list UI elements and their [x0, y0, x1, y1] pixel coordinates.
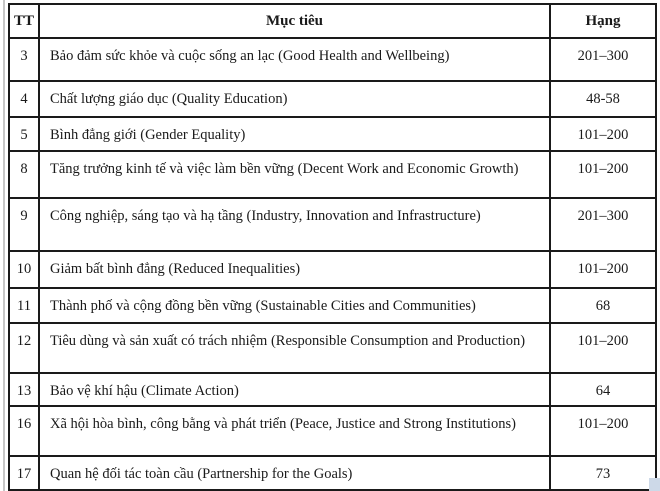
header-cell-muc-tieu: Mục tiêu [39, 4, 550, 38]
table-row [9, 198, 656, 251]
table-row [9, 456, 656, 490]
rank-cell: 101–200 [550, 117, 656, 151]
table-row [9, 81, 656, 117]
table-row [9, 373, 656, 406]
table-row [9, 251, 656, 288]
table-row [9, 38, 656, 81]
table-row [9, 117, 656, 151]
rank-cell: 73 [550, 456, 656, 490]
sdg-ranking-table [8, 3, 657, 491]
rank-cell: 101–200 [550, 323, 656, 373]
row-number-cell: 8 [9, 151, 39, 198]
objective-cell: Tăng trưởng kinh tế và việc làm bền vững (Decent Work and Economic Growth) [39, 151, 550, 198]
objective-cell: Quan hệ đối tác toàn cầu (Partnership for the Goals) [39, 456, 550, 490]
page-edge-scan-line [3, 0, 5, 491]
row-number-cell: 11 [9, 288, 39, 323]
row-number-cell: 10 [9, 251, 39, 288]
rank-cell: 101–200 [550, 406, 656, 456]
objective-cell: Thành phố và cộng đồng bền vững (Sustainable Cities and Communities) [39, 288, 550, 323]
rank-cell: 201–300 [550, 38, 656, 81]
objective-cell: Chất lượng giáo dục (Quality Education) [39, 81, 550, 117]
row-number-cell: 17 [9, 456, 39, 490]
row-number-cell: 12 [9, 323, 39, 373]
header-cell-tt: TT [9, 4, 39, 38]
table-row [9, 323, 656, 373]
objective-cell: Bình đẳng giới (Gender Equality) [39, 117, 550, 151]
table-row [9, 288, 656, 323]
objective-cell: Công nghiệp, sáng tạo và hạ tầng (Industry, Innovation and Infrastructure) [39, 198, 550, 251]
rank-cell: 48-58 [550, 81, 656, 117]
objective-cell: Tiêu dùng và sản xuất có trách nhiệm (Responsible Consumption and Production) [39, 323, 550, 373]
row-number-cell: 3 [9, 38, 39, 81]
objective-cell: Giảm bất bình đẳng (Reduced Inequalities) [39, 251, 550, 288]
rank-cell: 201–300 [550, 198, 656, 251]
row-number-cell: 5 [9, 117, 39, 151]
row-number-cell: 9 [9, 198, 39, 251]
row-number-cell: 16 [9, 406, 39, 456]
row-number-cell: 4 [9, 81, 39, 117]
objective-cell: Bảo đảm sức khỏe và cuộc sống an lạc (Good Health and Wellbeing) [39, 38, 550, 81]
row-number-cell: 13 [9, 373, 39, 406]
objective-cell: Xã hội hòa bình, công bằng và phát triển (Peace, Justice and Strong Institutions) [39, 406, 550, 456]
header-cell-hang: Hạng [550, 4, 656, 38]
table-row [9, 406, 656, 456]
objective-cell: Bảo vệ khí hậu (Climate Action) [39, 373, 550, 406]
selection-handle-artifact [649, 478, 660, 491]
header-row [9, 4, 656, 38]
table-row [9, 151, 656, 198]
rank-cell: 64 [550, 373, 656, 406]
rank-cell: 68 [550, 288, 656, 323]
rank-cell: 101–200 [550, 251, 656, 288]
rank-cell: 101–200 [550, 151, 656, 198]
